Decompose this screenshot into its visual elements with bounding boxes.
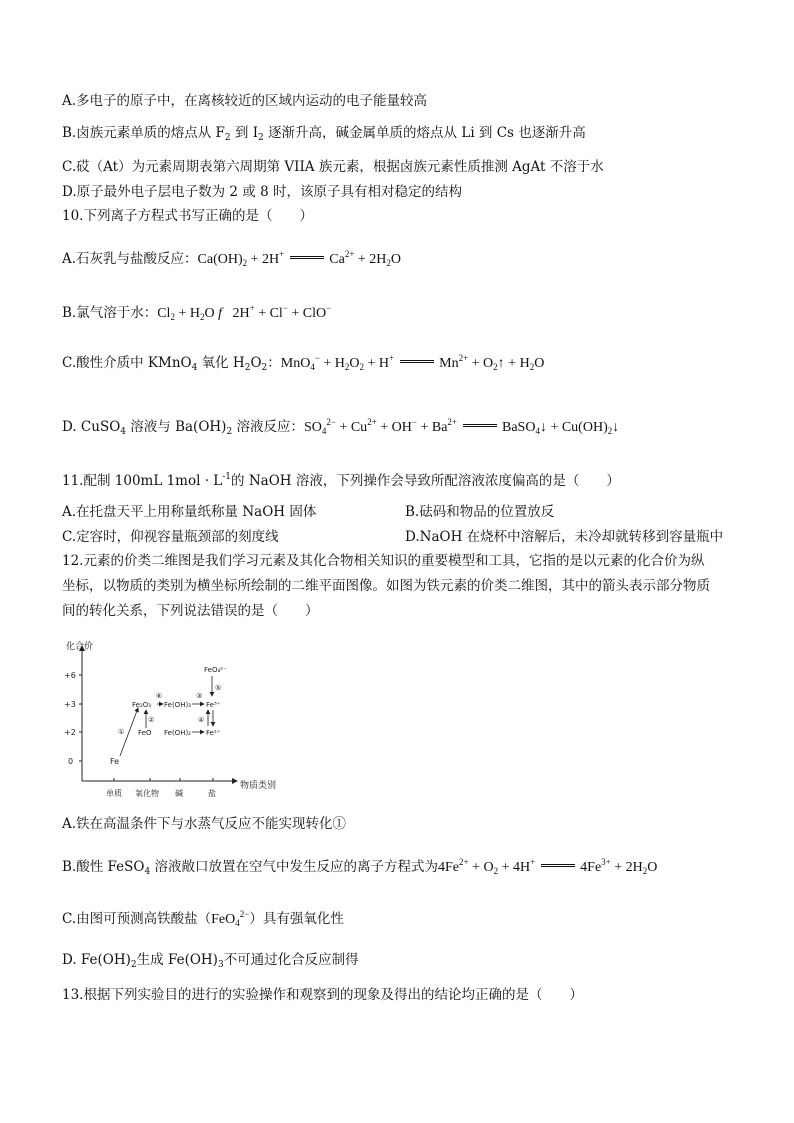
- arrow-label-6: ⑥: [156, 692, 163, 700]
- species-feo4: FeO₄²⁻: [204, 666, 227, 674]
- q11-option-c: C.定容时，仰视容量瓶颈部的刻度线: [62, 529, 279, 545]
- q9-option-c: C.砹（At）为元素周期表第六周期第 VIIA 族元素，根据卤族元素性质推测 AgAt 不溶于水: [62, 159, 604, 175]
- species-fe2o3: Fe₂O₃: [132, 701, 152, 709]
- q11-stem: 11.配制 100mL $1mol \cdot L^{-1}$的 NaOH 溶液，下列操作会导致所配溶液浓度偏高的是（ ）: [62, 472, 620, 489]
- species-feo: FeO: [138, 729, 152, 737]
- x-tick-element: 单质: [106, 789, 122, 798]
- arrow-label-4: ④: [198, 716, 205, 724]
- q11-options-row1: [62, 503, 555, 521]
- q10-option-a: A.石灰乳与盐酸反应：$Ca(OH)_2 + 2H^+$ $Ca^{2+} + 2H_2O$: [62, 249, 402, 268]
- q11-options-row2: [62, 528, 724, 546]
- q11-option-d: D.NaOH 在烧杯中溶解后，未冷却就转移到容量瓶中: [405, 529, 724, 545]
- species-fe: Fe: [110, 757, 120, 766]
- q10-option-b: B.氯气溶于水：$Cl_2 + H_2O$ f 2H+ + Cl− + ClO−: [62, 303, 332, 322]
- q12-stem-line3: 间的转化关系，下列说法错误的是（ ）: [62, 603, 319, 619]
- q9-option-a: A.多电子的原子中，在离核较近的区域内运动的电子能量较高: [62, 93, 428, 109]
- q12-option-c: C.由图可预测高铁酸盐（FeO$_4^{2-}$）具有强氧化性: [62, 909, 344, 928]
- q10-option-c: C.酸性介质中 KMnO$_4$ 氧化 $H_2O_2$：$MnO_4^- + H_2O_2 + H^+$ $Mn^{2+}$ + $O_2↑ + H_2O$: [62, 353, 545, 373]
- y-axis-title: 化合价: [66, 642, 94, 652]
- y-tick-plus6: +6: [64, 671, 76, 680]
- q13-stem: 13.根据下列实验目的进行的实验操作和观察到的现象及得出的结论均正确的是（ ）: [62, 987, 583, 1003]
- arrow-label-1: ①: [118, 728, 125, 736]
- q12-stem-line2: 坐标，以物质的类别为横坐标所绘制的二维平面图像。如图为铁元素的价类二维图，其中的箭头表示部分物质: [62, 578, 710, 594]
- q12-option-b: B.酸性 FeSO$_4$ 溶液敞口放置在空气中发生反应的离子方程式为$4Fe^{2+} + O_2 + 4H^+$ $4Fe^{3+} + 2H_2O$: [62, 857, 658, 877]
- y-tick-plus2: +2: [64, 728, 76, 737]
- x-tick-base: 碱: [175, 789, 183, 798]
- x-axis-title: 物质类别: [240, 781, 277, 791]
- arrow-label-3: ③: [196, 692, 203, 700]
- arrow-label-5: ⑤: [215, 684, 222, 692]
- iron-valence-class-diagram: [62, 636, 292, 806]
- q9-option-d: D.原子最外电子层电子数为 2 或 8 时，该原子具有相对稳定的结构: [62, 184, 462, 200]
- species-feoh2: Fe(OH)₂: [164, 729, 191, 737]
- q12-option-a: A.铁在高温条件下与水蒸气反应不能实现转化①: [62, 816, 347, 832]
- species-fe3plus: Fe³⁺: [206, 701, 221, 709]
- q9-option-b: B.卤族元素单质的熔点从 $F_2$ 到 $I_2$ 逐渐升高，碱金属单质的熔点从 Li 到 Cs 也逐渐升高: [62, 125, 586, 143]
- q11-option-b: B.砝码和物品的位置放反: [405, 504, 555, 520]
- q12-stem-line1: 12.元素的价类二维图是我们学习元素及其化合物相关知识的重要模型和工具，它指的是以元素的化合价为纵: [62, 553, 705, 569]
- x-tick-salt: 盐: [208, 789, 216, 798]
- species-feoh3: Fe(OH)₃: [164, 701, 191, 709]
- q11-option-a: A.在托盘天平上用称量纸称量 NaOH 固体: [62, 504, 317, 520]
- y-tick-plus3: +3: [64, 700, 76, 709]
- y-tick-zero: 0: [68, 757, 74, 766]
- x-tick-oxide: 氧化物: [135, 789, 159, 798]
- species-fe2plus: Fe²⁺: [206, 729, 221, 737]
- q12-option-d: D. $Fe(OH)_2$生成 $Fe(OH)_3$不可通过化合反应制得: [62, 952, 359, 970]
- arrow-label-2: ②: [148, 716, 155, 724]
- q10-stem: 10.下列离子方程式书写正确的是（ ）: [62, 208, 313, 224]
- q10-option-d: D. CuSO$_4$ 溶液与 $Ba(OH)_2$ 溶液反应：$SO_4^{2-} + Cu^{2+} + OH^- + Ba^{2+}$ BaSO$_4$↓ + $Cu(OH)_2↓$: [62, 417, 620, 437]
